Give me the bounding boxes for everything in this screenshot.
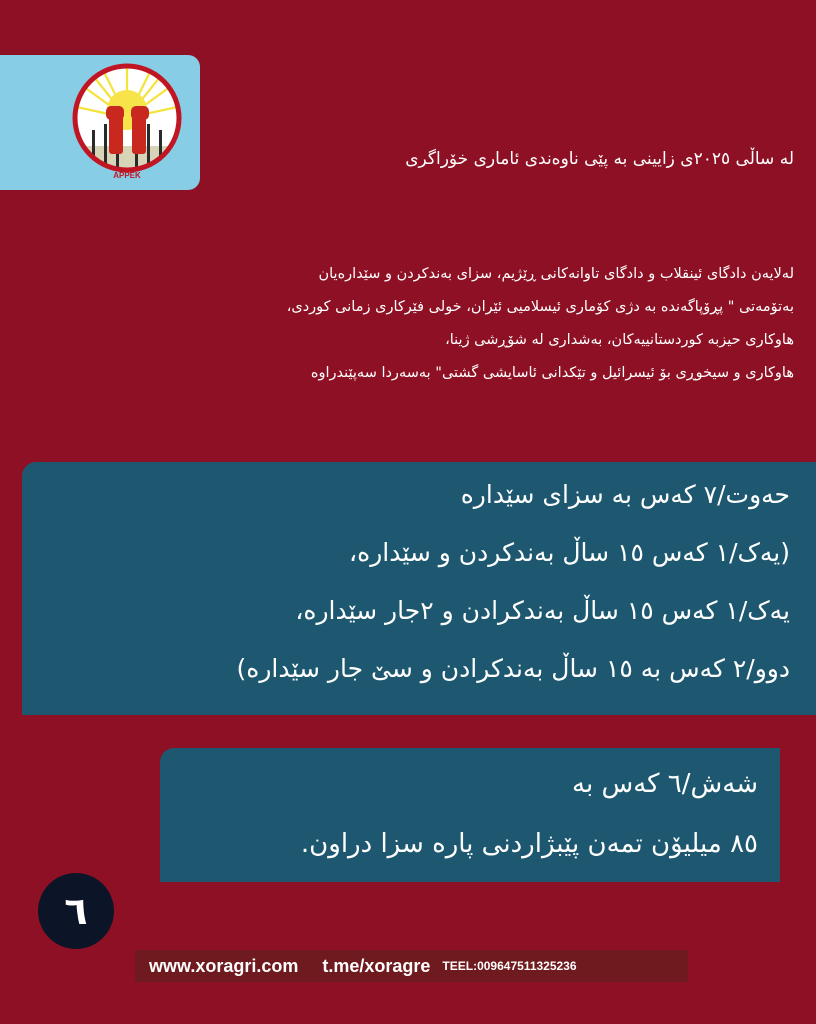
- executions-line: یەک/١ کەس ١٥ ساڵ بەندکرادن و ٢جار سێدارە،: [295, 596, 790, 625]
- body-line: هاوکاری و سیخوڕی بۆ ئیسرائیل و تێکدانی ئاسایشی گشتی" بەسەردا سەپێندراوە: [310, 365, 794, 381]
- body-line: هاوکاری حیزبە کوردستانییەکان، بەشداری لە شۆڕشی ژینا،: [445, 332, 794, 348]
- executions-line: حەوت/٧ کەس بە سزای سێدارە: [460, 480, 790, 509]
- phone-number: TEEL:009647511325236: [442, 959, 577, 973]
- body-paragraph: [74, 258, 794, 390]
- executions-line: (یەک/١ کەس ١٥ ساڵ بەندکردن و سێدارە،: [349, 538, 790, 567]
- fines-line: شەش/٦ کەس بە: [572, 769, 758, 799]
- telegram-link[interactable]: t.me/xoragre: [322, 955, 431, 976]
- website-link[interactable]: www.xoragri.com: [149, 955, 299, 976]
- body-line: لەلایەن دادگای ئینقلاب و دادگای تاوانەکانی ڕێژیم، سزای بەندکردن و سێدارەیان: [318, 266, 794, 282]
- fines-panel: [160, 748, 780, 882]
- header-text: لە ساڵی ٢٠٢٥ی زایینی بە پێی ناوەندی ئاماری خۆراگری: [405, 149, 794, 169]
- executions-line: دوو/٢ کەس بە ١٥ ساڵ بەندکرادن و سێ جار سێدارە): [236, 654, 790, 683]
- executions-panel: [22, 462, 816, 715]
- footer-bar: [135, 950, 688, 982]
- page-number-badge: ٦: [38, 873, 114, 949]
- body-line: بەتۆمەتی " پڕۆپاگەندە بە دژی کۆماری ئیسلامیی ئێران، خولی فێرکاری زمانی کوردی،: [286, 299, 794, 315]
- fines-line: ٨٥ میلیۆن تمەن پێبژاردنی پارە سزا دراون.: [300, 829, 758, 859]
- logo-label: APPEK: [113, 171, 141, 180]
- appek-logo-icon: [62, 60, 192, 182]
